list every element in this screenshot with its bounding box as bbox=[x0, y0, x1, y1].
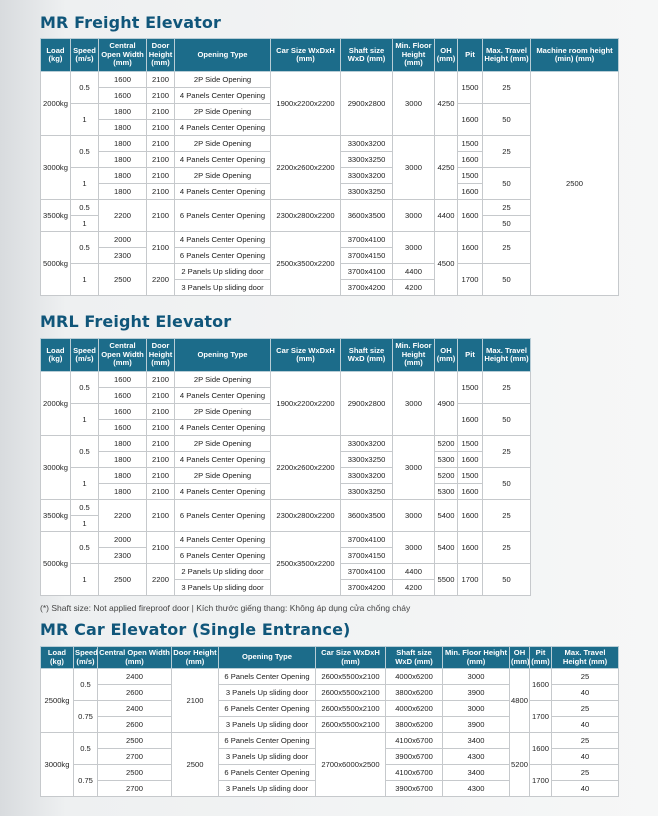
header-shaft-size: Shaft size WxD (mm) bbox=[341, 39, 393, 72]
table-row bbox=[41, 532, 531, 548]
cell: 2100 bbox=[147, 88, 175, 104]
cell: 3700x4100 bbox=[341, 564, 393, 580]
cell: 4100x6700 bbox=[386, 765, 443, 781]
cell: 4 Panels Center Opening bbox=[175, 232, 271, 248]
cell: 1500 bbox=[458, 72, 483, 104]
header-row bbox=[41, 647, 619, 669]
cell: 2200x2600x2200 bbox=[271, 136, 341, 200]
cell: 4 Panels Center Opening bbox=[175, 484, 271, 500]
cell: 1700 bbox=[458, 264, 483, 296]
cell: 1800 bbox=[99, 152, 147, 168]
cell: 50 bbox=[483, 564, 531, 596]
cell: 3 Panels Up sliding door bbox=[219, 717, 316, 733]
cell: 2000kg bbox=[41, 372, 71, 436]
cell: 2100 bbox=[147, 484, 175, 500]
cell: 2100 bbox=[147, 200, 175, 232]
cell: 1600 bbox=[458, 484, 483, 500]
cell: 0.5 bbox=[71, 532, 99, 564]
cell: 3300x3200 bbox=[341, 468, 393, 484]
cell: 1800 bbox=[99, 104, 147, 120]
cell: 0.5 bbox=[71, 200, 99, 216]
cell: 1500 bbox=[458, 372, 483, 404]
cell: 1600 bbox=[458, 200, 483, 232]
cell: 2500kg bbox=[41, 669, 74, 733]
cell: 2000 bbox=[99, 532, 147, 548]
cell: 2400 bbox=[98, 669, 172, 685]
cell: 4900 bbox=[435, 372, 458, 436]
cell: 3700x4100 bbox=[341, 532, 393, 548]
table-row bbox=[41, 72, 619, 88]
header-machine-room: Machine room height (min) (mm) bbox=[531, 39, 619, 72]
cell: 1600 bbox=[458, 404, 483, 436]
cell: 3000kg bbox=[41, 136, 71, 200]
cell: 2500 bbox=[531, 72, 619, 296]
cell: 6 Panels Center Opening bbox=[175, 500, 271, 532]
cell: 3000kg bbox=[41, 733, 74, 797]
cell: 0.5 bbox=[71, 232, 99, 264]
cell: 0.5 bbox=[74, 733, 98, 765]
cell: 2P Side Opening bbox=[175, 136, 271, 152]
cell: 2100 bbox=[172, 669, 219, 733]
cell: 5200 bbox=[435, 468, 458, 484]
cell: 1800 bbox=[99, 452, 147, 468]
header-open-width: Central Open Width (mm) bbox=[98, 647, 172, 669]
cell: 0.5 bbox=[71, 136, 99, 168]
cell: 2200 bbox=[99, 200, 147, 232]
header-floor-height: Min. Floor Height (mm) bbox=[393, 339, 435, 372]
mr-car-title: MR Car Elevator (Single Entrance) bbox=[40, 620, 351, 639]
cell: 4400 bbox=[393, 564, 435, 580]
cell: 25 bbox=[552, 701, 619, 717]
cell: 2300x2800x2200 bbox=[271, 500, 341, 532]
cell: 0.5 bbox=[74, 669, 98, 701]
cell: 6 Panels Center Opening bbox=[219, 701, 316, 717]
cell: 1500 bbox=[458, 136, 483, 152]
cell: 25 bbox=[483, 72, 531, 104]
cell: 2200x2600x2200 bbox=[271, 436, 341, 500]
cell: 2100 bbox=[147, 388, 175, 404]
table-row bbox=[41, 436, 531, 452]
cell: 4 Panels Center Opening bbox=[175, 452, 271, 468]
cell: 2100 bbox=[147, 232, 175, 264]
cell: 1900x2200x2200 bbox=[271, 372, 341, 436]
cell: 1 bbox=[71, 168, 99, 200]
cell: 3000 bbox=[443, 701, 510, 717]
cell: 6 Panels Center Opening bbox=[175, 248, 271, 264]
cell: 6 Panels Center Opening bbox=[219, 669, 316, 685]
cell: 4100x6700 bbox=[386, 733, 443, 749]
cell: 25 bbox=[552, 733, 619, 749]
cell: 5400 bbox=[435, 532, 458, 564]
cell: 2200 bbox=[99, 500, 147, 532]
cell: 2500 bbox=[99, 264, 147, 296]
cell: 1800 bbox=[99, 120, 147, 136]
cell: 4000x6200 bbox=[386, 669, 443, 685]
cell: 4 Panels Center Opening bbox=[175, 388, 271, 404]
cell: 3400 bbox=[443, 765, 510, 781]
header-car-size: Car Size WxDxH (mm) bbox=[271, 39, 341, 72]
cell: 1800 bbox=[99, 136, 147, 152]
cell: 25 bbox=[483, 136, 531, 168]
header-load: Load (kg) bbox=[41, 39, 71, 72]
cell: 40 bbox=[552, 685, 619, 701]
cell: 2500 bbox=[98, 765, 172, 781]
cell: 2000kg bbox=[41, 72, 71, 136]
cell: 1700 bbox=[530, 701, 552, 733]
cell: 2P Side Opening bbox=[175, 168, 271, 184]
cell: 4 Panels Center Opening bbox=[175, 184, 271, 200]
cell: 2500 bbox=[172, 733, 219, 797]
cell: 3900x6700 bbox=[386, 749, 443, 765]
cell: 40 bbox=[552, 717, 619, 733]
table-row bbox=[41, 701, 619, 717]
table-row bbox=[41, 500, 531, 516]
cell: 25 bbox=[483, 232, 531, 264]
cell: 1 bbox=[71, 564, 99, 596]
cell: 2600x5500x2100 bbox=[316, 685, 386, 701]
cell: 2 Panels Up sliding door bbox=[175, 264, 271, 280]
cell: 1700 bbox=[458, 564, 483, 596]
cell: 5200 bbox=[435, 436, 458, 452]
cell: 1 bbox=[71, 216, 99, 232]
mr-freight-table bbox=[40, 38, 619, 296]
cell: 50 bbox=[483, 264, 531, 296]
cell: 1600 bbox=[99, 388, 147, 404]
cell: 1 bbox=[71, 104, 99, 136]
header-pit: Pit bbox=[458, 39, 483, 72]
cell: 2600x5500x2100 bbox=[316, 701, 386, 717]
cell: 1700 bbox=[530, 765, 552, 797]
cell: 3500kg bbox=[41, 500, 71, 532]
cell: 4250 bbox=[435, 136, 458, 200]
cell: 0.5 bbox=[71, 372, 99, 404]
cell: 3700x4150 bbox=[341, 248, 393, 264]
cell: 5300 bbox=[435, 452, 458, 468]
cell: 1900x2200x2200 bbox=[271, 72, 341, 136]
cell: 2100 bbox=[147, 404, 175, 420]
cell: 4 Panels Center Opening bbox=[175, 152, 271, 168]
cell: 6 Panels Center Opening bbox=[175, 200, 271, 232]
cell: 2100 bbox=[147, 72, 175, 88]
cell: 2P Side Opening bbox=[175, 72, 271, 88]
cell: 2100 bbox=[147, 184, 175, 200]
cell: 1600 bbox=[99, 404, 147, 420]
cell: 50 bbox=[483, 168, 531, 200]
cell: 3900x6700 bbox=[386, 781, 443, 797]
cell: 4 Panels Center Opening bbox=[175, 88, 271, 104]
cell: 50 bbox=[483, 468, 531, 500]
cell: 3 Panels Up sliding door bbox=[219, 781, 316, 797]
cell: 3000 bbox=[393, 136, 435, 200]
cell: 4500 bbox=[435, 232, 458, 296]
cell: 1500 bbox=[458, 168, 483, 184]
cell: 2300 bbox=[99, 548, 147, 564]
cell: 50 bbox=[483, 216, 531, 232]
cell: 5200 bbox=[510, 733, 530, 797]
header-oh: OH (mm) bbox=[435, 339, 458, 372]
cell: 3800x6200 bbox=[386, 685, 443, 701]
cell: 1500 bbox=[458, 436, 483, 452]
cell: 5300 bbox=[435, 484, 458, 500]
cell: 4250 bbox=[435, 72, 458, 136]
cell: 3 Panels Up sliding door bbox=[175, 280, 271, 296]
cell: 3 Panels Up sliding door bbox=[175, 580, 271, 596]
header-door-height: Door Height (mm) bbox=[147, 339, 175, 372]
cell: 2700 bbox=[98, 749, 172, 765]
cell: 6 Panels Center Opening bbox=[175, 548, 271, 564]
cell: 1800 bbox=[99, 468, 147, 484]
cell: 2000 bbox=[99, 232, 147, 248]
header-load: Load (kg) bbox=[41, 647, 74, 669]
cell: 1600 bbox=[99, 372, 147, 388]
header-floor-height: Min. Floor Height (mm) bbox=[443, 647, 510, 669]
cell: 4800 bbox=[510, 669, 530, 733]
cell: 2100 bbox=[147, 500, 175, 532]
cell: 3700x4200 bbox=[341, 280, 393, 296]
cell: 1500 bbox=[458, 468, 483, 484]
cell: 25 bbox=[552, 765, 619, 781]
cell: 4 Panels Center Opening bbox=[175, 420, 271, 436]
cell: 2100 bbox=[147, 420, 175, 436]
header-travel-height: Max. Travel Height (mm) bbox=[483, 39, 531, 72]
cell: 3000 bbox=[393, 436, 435, 500]
cell: 3700x4100 bbox=[341, 264, 393, 280]
cell: 50 bbox=[483, 104, 531, 136]
header-row bbox=[41, 39, 619, 72]
cell: 0.5 bbox=[71, 500, 99, 516]
cell: 2100 bbox=[147, 452, 175, 468]
header-oh: OH (mm) bbox=[510, 647, 530, 669]
cell: 2100 bbox=[147, 104, 175, 120]
cell: 0.5 bbox=[71, 72, 99, 104]
cell: 0.75 bbox=[74, 765, 98, 797]
cell: 3000 bbox=[393, 72, 435, 136]
header-opening-type: Opening Type bbox=[175, 339, 271, 372]
cell: 3300x3200 bbox=[341, 136, 393, 152]
header-opening-type: Opening Type bbox=[219, 647, 316, 669]
header-opening-type: Opening Type bbox=[175, 39, 271, 72]
cell: 25 bbox=[483, 200, 531, 216]
cell: 3600x3500 bbox=[341, 200, 393, 232]
cell: 1600 bbox=[99, 88, 147, 104]
cell: 3000 bbox=[393, 532, 435, 564]
cell: 5000kg bbox=[41, 232, 71, 296]
cell: 2500x3500x2200 bbox=[271, 232, 341, 296]
cell: 3300x3250 bbox=[341, 184, 393, 200]
cell: 2P Side Opening bbox=[175, 468, 271, 484]
cell: 3700x4200 bbox=[341, 580, 393, 596]
cell: 40 bbox=[552, 749, 619, 765]
cell: 2200 bbox=[147, 264, 175, 296]
header-floor-height: Min. Floor Height (mm) bbox=[393, 39, 435, 72]
cell: 25 bbox=[483, 436, 531, 468]
cell: 1 bbox=[71, 264, 99, 296]
cell: 6 Panels Center Opening bbox=[219, 765, 316, 781]
cell: 4000x6200 bbox=[386, 701, 443, 717]
cell: 2900x2800 bbox=[341, 372, 393, 436]
cell: 1600 bbox=[458, 184, 483, 200]
cell: 2P Side Opening bbox=[175, 104, 271, 120]
cell: 3500kg bbox=[41, 200, 71, 232]
cell: 3 Panels Up sliding door bbox=[219, 685, 316, 701]
cell: 1600 bbox=[530, 669, 552, 701]
cell: 3700x4150 bbox=[341, 548, 393, 564]
cell: 1600 bbox=[458, 232, 483, 264]
cell: 1600 bbox=[99, 72, 147, 88]
cell: 2600x5500x2100 bbox=[316, 717, 386, 733]
header-load: Load (kg) bbox=[41, 339, 71, 372]
cell: 3300x3200 bbox=[341, 168, 393, 184]
cell: 4 Panels Center Opening bbox=[175, 532, 271, 548]
cell: 2100 bbox=[147, 468, 175, 484]
cell: 1600 bbox=[458, 104, 483, 136]
cell: 2300x2800x2200 bbox=[271, 200, 341, 232]
cell: 3300x3250 bbox=[341, 452, 393, 468]
cell: 4300 bbox=[443, 781, 510, 797]
cell: 2900x2800 bbox=[341, 72, 393, 136]
cell: 25 bbox=[483, 532, 531, 564]
header-open-width: Central Open Width (mm) bbox=[99, 339, 147, 372]
cell: 3900 bbox=[443, 685, 510, 701]
cell: 2100 bbox=[147, 372, 175, 388]
cell: 2500x3500x2200 bbox=[271, 532, 341, 596]
cell: 5500 bbox=[435, 564, 458, 596]
cell: 5000kg bbox=[41, 532, 71, 596]
cell: 3300x3250 bbox=[341, 152, 393, 168]
cell: 2P Side Opening bbox=[175, 404, 271, 420]
header-speed: Speed (m/s) bbox=[74, 647, 98, 669]
mrl-freight-title: MRL Freight Elevator bbox=[40, 312, 232, 331]
cell: 4200 bbox=[393, 280, 435, 296]
cell: 4400 bbox=[435, 200, 458, 232]
cell: 2500 bbox=[99, 564, 147, 596]
cell: 50 bbox=[483, 404, 531, 436]
mr-freight-title: MR Freight Elevator bbox=[40, 13, 221, 32]
header-oh: OH (mm) bbox=[435, 39, 458, 72]
cell: 3000 bbox=[393, 500, 435, 532]
header-shaft-size: Shaft size WxD (mm) bbox=[386, 647, 443, 669]
cell: 1 bbox=[71, 516, 99, 532]
header-speed: Speed (m/s) bbox=[71, 339, 99, 372]
header-speed: Speed (m/s) bbox=[71, 39, 99, 72]
table-row bbox=[41, 733, 619, 749]
cell: 2300 bbox=[99, 248, 147, 264]
header-door-height: Door Height (mm) bbox=[172, 647, 219, 669]
cell: 1800 bbox=[99, 436, 147, 452]
cell: 5400 bbox=[435, 500, 458, 532]
cell: 3000 bbox=[443, 669, 510, 685]
cell: 1600 bbox=[99, 420, 147, 436]
cell: 2400 bbox=[98, 701, 172, 717]
cell: 2P Side Opening bbox=[175, 436, 271, 452]
cell: 1600 bbox=[530, 733, 552, 765]
cell: 25 bbox=[483, 500, 531, 532]
cell: 3900 bbox=[443, 717, 510, 733]
mrl-freight-table bbox=[40, 338, 531, 596]
cell: 2100 bbox=[147, 436, 175, 452]
cell: 3000 bbox=[393, 200, 435, 232]
cell: 2600x5500x2100 bbox=[316, 669, 386, 685]
cell: 2600 bbox=[98, 717, 172, 733]
cell: 25 bbox=[552, 669, 619, 685]
cell: 3300x3250 bbox=[341, 484, 393, 500]
header-door-height: Door Height (mm) bbox=[147, 39, 175, 72]
table-row bbox=[41, 372, 531, 388]
cell: 2700x6000x2500 bbox=[316, 733, 386, 797]
cell: 2100 bbox=[147, 136, 175, 152]
cell: 1 bbox=[71, 404, 99, 436]
cell: 1600 bbox=[458, 532, 483, 564]
header-car-size: Car Size WxDxH (mm) bbox=[271, 339, 341, 372]
footnote: (*) Shaft size: Not applied fireproof door | Kích thước giếng thang: Không áp dụng cửa chống cháy bbox=[40, 603, 411, 613]
header-travel-height: Max. Travel Height (mm) bbox=[552, 647, 619, 669]
cell: 1600 bbox=[458, 152, 483, 168]
cell: 2200 bbox=[147, 564, 175, 596]
cell: 0.5 bbox=[71, 436, 99, 468]
cell: 40 bbox=[552, 781, 619, 797]
cell: 4300 bbox=[443, 749, 510, 765]
cell: 1800 bbox=[99, 168, 147, 184]
cell: 1600 bbox=[458, 452, 483, 468]
cell: 2100 bbox=[147, 120, 175, 136]
header-row bbox=[41, 339, 531, 372]
header-pit: Pit (mm) bbox=[530, 647, 552, 669]
cell: 1800 bbox=[99, 484, 147, 500]
cell: 2P Side Opening bbox=[175, 372, 271, 388]
cell: 25 bbox=[483, 372, 531, 404]
cell: 2 Panels Up sliding door bbox=[175, 564, 271, 580]
cell: 2700 bbox=[98, 781, 172, 797]
cell: 4400 bbox=[393, 264, 435, 280]
cell: 3000 bbox=[393, 372, 435, 436]
mr-car-table bbox=[40, 646, 619, 797]
header-pit: Pit bbox=[458, 339, 483, 372]
cell: 3600x3500 bbox=[341, 500, 393, 532]
cell: 3700x4100 bbox=[341, 232, 393, 248]
cell: 3000 bbox=[393, 232, 435, 264]
cell: 3300x3200 bbox=[341, 436, 393, 452]
cell: 3400 bbox=[443, 733, 510, 749]
cell: 1600 bbox=[458, 500, 483, 532]
header-open-width: Central Open Width (mm) bbox=[99, 39, 147, 72]
cell: 4 Panels Center Opening bbox=[175, 120, 271, 136]
table-row bbox=[41, 669, 619, 685]
cell: 3800x6200 bbox=[386, 717, 443, 733]
cell: 2600 bbox=[98, 685, 172, 701]
cell: 2100 bbox=[147, 152, 175, 168]
cell: 3000kg bbox=[41, 436, 71, 500]
cell: 1800 bbox=[99, 184, 147, 200]
header-car-size: Car Size WxDxH (mm) bbox=[316, 647, 386, 669]
cell: 3 Panels Up sliding door bbox=[219, 749, 316, 765]
cell: 2100 bbox=[147, 532, 175, 564]
cell: 2100 bbox=[147, 168, 175, 184]
cell: 0.75 bbox=[74, 701, 98, 733]
cell: 1 bbox=[71, 468, 99, 500]
cell: 2500 bbox=[98, 733, 172, 749]
cell: 4200 bbox=[393, 580, 435, 596]
cell: 6 Panels Center Opening bbox=[219, 733, 316, 749]
header-shaft-size: Shaft size WxD (mm) bbox=[341, 339, 393, 372]
header-travel-height: Max. Travel Height (mm) bbox=[483, 339, 531, 372]
